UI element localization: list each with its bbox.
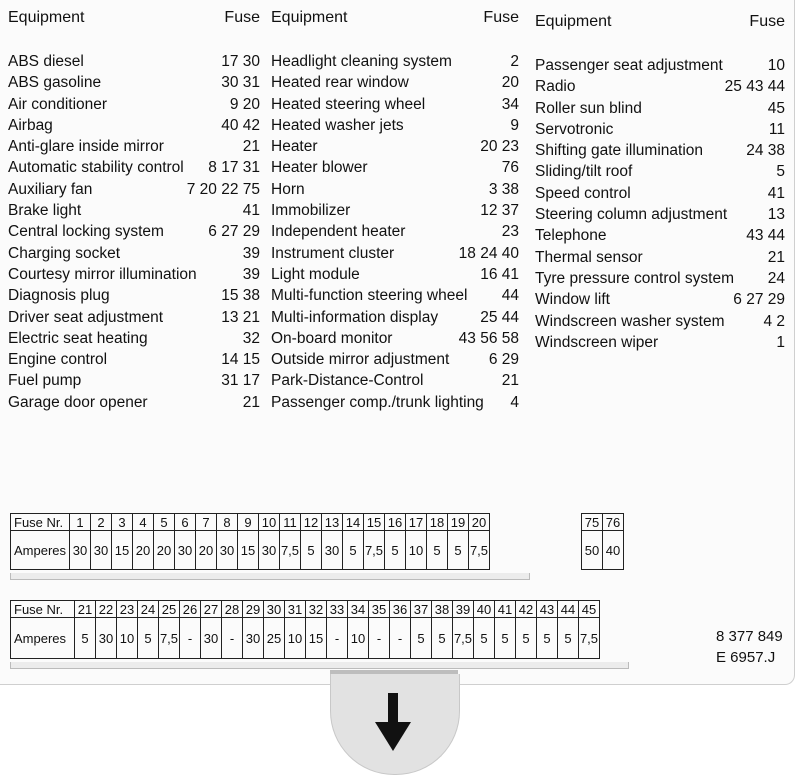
amperes-cell: 5 (474, 618, 495, 659)
fuse-table-21-45 (10, 600, 600, 659)
amperes-cell: 5 (75, 618, 96, 659)
equipment-row (271, 328, 519, 349)
fuse-number-cell: 44 (558, 601, 579, 618)
amperes-cell: 10 (348, 618, 369, 659)
equipment-name: Immobilizer (271, 202, 351, 220)
equipment-name: Air conditioner (8, 95, 108, 113)
fuse-number-cell: 41 (495, 601, 516, 618)
fuse-numbers: 2 (510, 53, 519, 70)
equipment-row (535, 268, 785, 289)
fuse-number-cell: 39 (453, 601, 474, 618)
equipment-row (271, 392, 519, 413)
fuse-number-cell: 6 (175, 514, 196, 531)
equipment-row (535, 289, 785, 310)
fuse-number-row (11, 514, 490, 531)
equipment-row (8, 179, 260, 200)
fuse-number-cell: 22 (96, 601, 117, 618)
equipment-name: Light module (271, 265, 360, 283)
equipment-name: Brake light (8, 202, 82, 220)
equipment-name: Anti-glare inside mirror (8, 138, 164, 156)
fuse-numbers: 34 (501, 95, 519, 113)
amperes-cell: 20 (196, 531, 217, 570)
fuse-numbers: 4 (510, 393, 519, 411)
equipment-header: Equipment (8, 9, 85, 26)
equipment-row (271, 157, 519, 178)
fuse-number-cell: 18 (427, 514, 448, 531)
amperes-cell: 15 (306, 618, 327, 659)
amperes-cell: 30 (201, 618, 222, 659)
equipment-name: Outside mirror adjustment (271, 351, 450, 369)
fuse-numbers: 6 27 29 (733, 291, 785, 309)
equipment-row (8, 51, 260, 72)
fuse-number-cell: 5 (154, 514, 175, 531)
equipment-list (271, 51, 519, 413)
equipment-name: ABS diesel (8, 53, 84, 70)
amperes-row (11, 618, 600, 659)
equipment-name: Horn (271, 180, 305, 198)
equipment-name: Shifting gate illumination (535, 142, 704, 160)
fuse-numbers: 21 (767, 248, 785, 266)
equipment-name: Window lift (535, 291, 610, 309)
equipment-column-3 (535, 10, 785, 353)
fuse-number-cell: 25 (159, 601, 180, 618)
amperes-cell: 15 (112, 531, 133, 570)
fuse-numbers: 1 (776, 333, 785, 351)
amperes-cell: 20 (154, 531, 175, 570)
fuse-number-cell: 14 (343, 514, 364, 531)
amperes-cell: 30 (96, 618, 117, 659)
fuse-number-cell: 26 (180, 601, 201, 618)
fuse-numbers: 21 (501, 372, 519, 390)
equipment-row (535, 247, 785, 268)
fuse-numbers: 25 44 (480, 308, 519, 326)
equipment-row (271, 51, 519, 72)
fuse-number-cell: 34 (348, 601, 369, 618)
equipment-name: Charging socket (8, 244, 121, 262)
fuse-number-cell: 28 (222, 601, 243, 618)
fuse-numbers: 40 42 (221, 116, 260, 134)
amperes-cell: 7,5 (453, 618, 474, 659)
column-header (8, 6, 260, 30)
fuse-number-cell: 3 (112, 514, 133, 531)
amperes-cell: 15 (238, 531, 259, 570)
equipment-name: Thermal sensor (535, 248, 643, 266)
fuse-number-cell: 29 (243, 601, 264, 618)
fuse-number-cell: 17 (406, 514, 427, 531)
equipment-name: Courtesy mirror illumination (8, 265, 197, 283)
fuse-number-cell: 1 (70, 514, 91, 531)
amperes-cell: 5 (448, 531, 469, 570)
equipment-name: Auxiliary fan (8, 180, 93, 198)
equipment-name: Passenger seat adjustment (535, 57, 723, 74)
amperes-cell: 25 (264, 618, 285, 659)
equipment-row (535, 55, 785, 76)
amperes-cell: 30 (91, 531, 112, 570)
fuse-numbers: 24 38 (746, 142, 785, 160)
fuse-numbers: 31 17 (221, 372, 260, 390)
equipment-row (271, 136, 519, 157)
equipment-name: Automatic stability control (8, 159, 184, 177)
fuse-number-cell: 16 (385, 514, 406, 531)
amperes-cell: 30 (259, 531, 280, 570)
equipment-name: Windscreen washer system (535, 312, 725, 330)
amperes-cell: 10 (285, 618, 306, 659)
equipment-row (535, 311, 785, 332)
fuse-number-cell: 13 (322, 514, 343, 531)
equipment-name: Servotronic (535, 120, 614, 138)
equipment-name: Heater blower (271, 159, 368, 177)
fuse-numbers: 23 (501, 223, 519, 241)
equipment-name: Headlight cleaning system (271, 53, 452, 70)
fuse-numbers: 9 20 (229, 95, 260, 113)
arrow-down-icon (375, 693, 411, 755)
amperes-cell: - (222, 618, 243, 659)
equipment-name: Central locking system (8, 223, 164, 241)
equipment-name: Multi-function steering wheel (271, 287, 468, 305)
equipment-row (271, 349, 519, 370)
equipment-row (8, 157, 260, 178)
equipment-row (271, 307, 519, 328)
equipment-name: On-board monitor (271, 329, 393, 347)
equipment-row (8, 328, 260, 349)
fuse-nr-label: Fuse Nr. (11, 514, 70, 531)
equipment-header: Equipment (271, 9, 348, 26)
fuse-number-cell: 75 (582, 514, 603, 531)
equipment-name: ABS gasoline (8, 74, 102, 92)
fuse-number-cell: 15 (364, 514, 385, 531)
fuse-number-cell: 2 (91, 514, 112, 531)
fuse-numbers: 76 (501, 159, 519, 177)
fuse-number-cell: 40 (474, 601, 495, 618)
fuse-header: Fuse (483, 9, 519, 26)
fuse-number-cell: 21 (75, 601, 96, 618)
equipment-row (535, 332, 785, 353)
fuse-numbers: 41 (242, 202, 260, 220)
fuse-numbers: 16 41 (480, 265, 519, 283)
fuse-numbers: 4 2 (763, 312, 785, 330)
fuse-header: Fuse (749, 13, 785, 30)
amperes-cell: 30 (243, 618, 264, 659)
equipment-row (271, 72, 519, 93)
fuse-number-row (11, 601, 600, 618)
equipment-row (8, 264, 260, 285)
amperes-label: Amperes (11, 618, 75, 659)
amperes-cell: 5 (411, 618, 432, 659)
equipment-name: Windscreen wiper (535, 333, 659, 351)
fuse-numbers: 13 (767, 206, 785, 224)
fuse-number-cell: 7 (196, 514, 217, 531)
equipment-list (535, 55, 785, 353)
equipment-name: Roller sun blind (535, 99, 642, 117)
fuse-number-cell: 11 (280, 514, 301, 531)
fuse-number-cell: 20 (469, 514, 490, 531)
amperes-label: Amperes (11, 531, 70, 570)
equipment-name: Radio (535, 78, 576, 96)
amperes-cell: 5 (301, 531, 322, 570)
amperes-cell: 5 (385, 531, 406, 570)
equipment-row (8, 370, 260, 391)
amperes-cell: 7,5 (579, 618, 600, 659)
amperes-cell: - (327, 618, 348, 659)
equipment-row (271, 94, 519, 115)
fuse-number-cell: 36 (390, 601, 411, 618)
equipment-name: Independent heater (271, 223, 406, 241)
fuse-number-cell: 24 (138, 601, 159, 618)
equipment-name: Airbag (8, 116, 53, 134)
fuse-numbers: 14 15 (221, 351, 260, 369)
amperes-cell: 30 (175, 531, 196, 570)
fuse-number-cell: 30 (264, 601, 285, 618)
fuse-number-cell: 12 (301, 514, 322, 531)
fuse-numbers: 30 31 (221, 74, 260, 92)
fuse-number-cell: 23 (117, 601, 138, 618)
equipment-row (271, 243, 519, 264)
fuse-number-row (582, 514, 624, 531)
amperes-cell: 7,5 (159, 618, 180, 659)
fuse-numbers: 12 37 (480, 202, 519, 220)
equipment-name: Park-Distance-Control (271, 372, 424, 390)
amperes-cell: 50 (582, 531, 603, 570)
fuse-numbers: 9 (510, 116, 519, 134)
fuse-table-1-20 (10, 513, 490, 570)
equipment-name: Sliding/tilt roof (535, 163, 633, 181)
fuse-number-cell: 33 (327, 601, 348, 618)
amperes-cell: - (390, 618, 411, 659)
equipment-row (535, 140, 785, 161)
fuse-numbers: 44 (501, 287, 519, 305)
fuse-nr-label: Fuse Nr. (11, 601, 75, 618)
amperes-cell: 7,5 (280, 531, 301, 570)
equipment-row (8, 94, 260, 115)
fuse-numbers: 21 (242, 138, 260, 156)
equipment-row (535, 183, 785, 204)
equipment-name: Heated steering wheel (271, 95, 426, 113)
equipment-name: Engine control (8, 351, 108, 369)
table-shadow (10, 573, 530, 580)
fuse-numbers: 20 23 (480, 138, 519, 156)
equipment-name: Heater (271, 138, 318, 156)
amperes-cell: - (180, 618, 201, 659)
fuse-numbers: 39 (242, 244, 260, 262)
amperes-cell: 5 (558, 618, 579, 659)
amperes-cell: 30 (70, 531, 91, 570)
fuse-number-cell: 45 (579, 601, 600, 618)
edition-code: E 6957.J (716, 649, 776, 666)
fuse-numbers: 45 (767, 99, 785, 117)
column-header (535, 10, 785, 34)
equipment-row (8, 200, 260, 221)
equipment-row (8, 349, 260, 370)
fuse-number-cell: 43 (537, 601, 558, 618)
fuse-table-75-76 (581, 513, 624, 570)
fuse-numbers: 41 (767, 184, 785, 202)
equipment-column-1 (8, 6, 260, 413)
fuse-numbers: 39 (242, 265, 260, 283)
equipment-column-2 (271, 6, 519, 413)
fuse-number-cell: 35 (369, 601, 390, 618)
equipment-header: Equipment (535, 13, 612, 30)
fuse-number-cell: 9 (238, 514, 259, 531)
equipment-row (271, 179, 519, 200)
fuse-numbers: 11 (768, 120, 785, 138)
amperes-cell: 10 (117, 618, 138, 659)
equipment-name: Instrument cluster (271, 244, 395, 262)
amperes-cell: 30 (217, 531, 238, 570)
equipment-name: Speed control (535, 184, 631, 202)
amperes-cell: 5 (516, 618, 537, 659)
fuse-number-cell: 42 (516, 601, 537, 618)
fuse-number-cell: 76 (603, 514, 624, 531)
amperes-cell: 5 (138, 618, 159, 659)
amperes-cell: 5 (432, 618, 453, 659)
equipment-list (8, 51, 260, 413)
fuse-numbers: 32 (242, 329, 260, 347)
equipment-row (8, 136, 260, 157)
equipment-row (8, 307, 260, 328)
column-header (271, 6, 519, 30)
equipment-name: Telephone (535, 227, 607, 245)
part-number: 8 377 849 (716, 628, 783, 645)
fuse-numbers: 17 30 (221, 53, 260, 70)
fuse-numbers: 43 56 58 (458, 329, 519, 347)
amperes-cell: - (369, 618, 390, 659)
equipment-row (535, 225, 785, 246)
fuse-number-cell: 37 (411, 601, 432, 618)
equipment-row (271, 264, 519, 285)
fuse-numbers: 6 29 (488, 351, 519, 369)
fuse-number-cell: 31 (285, 601, 306, 618)
fuse-numbers: 3 38 (488, 180, 519, 198)
equipment-name: Tyre pressure control system (535, 269, 734, 287)
equipment-name: Heated rear window (271, 74, 409, 92)
equipment-row (8, 72, 260, 93)
amperes-cell: 5 (495, 618, 516, 659)
amperes-cell: 30 (322, 531, 343, 570)
equipment-row (8, 392, 260, 413)
amperes-cell: 7,5 (469, 531, 490, 570)
amperes-cell: 5 (537, 618, 558, 659)
equipment-row (535, 161, 785, 182)
fuse-number-cell: 38 (432, 601, 453, 618)
fuse-numbers: 18 24 40 (458, 244, 519, 262)
fuse-number-cell: 4 (133, 514, 154, 531)
equipment-name: Fuel pump (8, 372, 82, 390)
fuse-numbers: 8 17 31 (208, 159, 260, 177)
table-shadow (10, 662, 629, 669)
fuse-number-cell: 32 (306, 601, 327, 618)
equipment-name: Driver seat adjustment (8, 308, 164, 326)
equipment-row (271, 115, 519, 136)
fuse-numbers: 21 (242, 393, 260, 411)
fuse-header: Fuse (224, 9, 260, 26)
equipment-row (271, 200, 519, 221)
fuse-number-cell: 27 (201, 601, 222, 618)
equipment-name: Passenger comp./trunk lighting (271, 393, 484, 411)
equipment-row (535, 119, 785, 140)
amperes-cell: 10 (406, 531, 427, 570)
fuse-numbers: 7 20 22 75 (186, 180, 260, 198)
equipment-row (271, 221, 519, 242)
fuse-numbers: 13 21 (221, 308, 260, 326)
equipment-name: Garage door opener (8, 393, 148, 411)
equipment-row (271, 285, 519, 306)
equipment-row (271, 370, 519, 391)
fuse-number-cell: 8 (217, 514, 238, 531)
fuse-numbers: 6 27 29 (208, 223, 260, 241)
fuse-numbers: 43 44 (746, 227, 785, 245)
amperes-cell: 40 (603, 531, 624, 570)
fuse-numbers: 10 (767, 57, 785, 74)
equipment-name: Diagnosis plug (8, 287, 110, 305)
equipment-row (535, 204, 785, 225)
amperes-cell: 5 (343, 531, 364, 570)
fuse-numbers: 5 (776, 163, 785, 181)
equipment-row (8, 221, 260, 242)
equipment-name: Electric seat heating (8, 329, 148, 347)
fuse-numbers: 25 43 44 (724, 78, 785, 96)
fuse-numbers: 20 (501, 74, 519, 92)
equipment-row (8, 285, 260, 306)
fuse-numbers: 24 (767, 269, 785, 287)
equipment-row (8, 243, 260, 264)
equipment-name: Heated washer jets (271, 116, 404, 134)
equipment-row (535, 98, 785, 119)
fuse-number-cell: 10 (259, 514, 280, 531)
amperes-cell: 7,5 (364, 531, 385, 570)
fuse-number-cell: 19 (448, 514, 469, 531)
amperes-cell: 5 (427, 531, 448, 570)
amperes-row (582, 531, 624, 570)
equipment-name: Multi-information display (271, 308, 439, 326)
amperes-row (11, 531, 490, 570)
fuse-numbers: 15 38 (221, 287, 260, 305)
equipment-name: Steering column adjustment (535, 206, 728, 224)
equipment-row (8, 115, 260, 136)
amperes-cell: 20 (133, 531, 154, 570)
equipment-row (535, 76, 785, 97)
